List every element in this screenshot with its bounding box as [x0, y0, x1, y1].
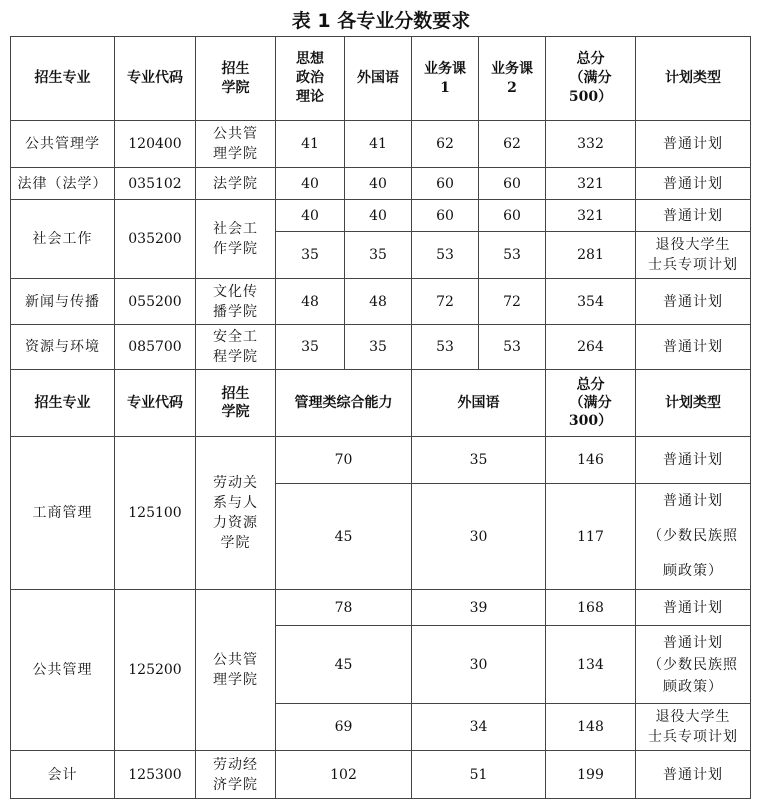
cell-plan-type: 普通计划 [636, 437, 751, 484]
cell-score: 53 [412, 325, 479, 370]
table-header-row [11, 370, 751, 437]
cell-major: 社会工作 [11, 200, 115, 279]
cell-total: 354 [546, 279, 636, 325]
header-foreign-language: 外国语 [345, 37, 412, 121]
cell-total: 321 [546, 200, 636, 232]
cell-total: 332 [546, 121, 636, 168]
cell-code: 125100 [115, 437, 196, 590]
cell-plan-type: 普通计划 [636, 590, 751, 626]
cell-score: 40 [276, 168, 345, 200]
cell-total: 148 [546, 704, 636, 751]
table-row [11, 200, 751, 232]
cell-plan-type: 退役大学生 士兵专项计划 [636, 232, 751, 279]
header-plan-type: 计划类型 [636, 370, 751, 437]
score-table-500 [10, 36, 751, 370]
cell-score: 40 [345, 200, 412, 232]
cell-plan-type: 普通计划 [636, 751, 751, 799]
cell-major: 工商管理 [11, 437, 115, 590]
cell-major: 新闻与传播 [11, 279, 115, 325]
cell-plan-type: 普通计划 [636, 325, 751, 370]
cell-score: 35 [276, 232, 345, 279]
header-course2: 业务课 2 [479, 37, 546, 121]
cell-score: 69 [276, 704, 412, 751]
cell-college: 公共管 理学院 [196, 590, 276, 751]
cell-score: 48 [345, 279, 412, 325]
cell-college: 公共管 理学院 [196, 121, 276, 168]
cell-score: 34 [412, 704, 546, 751]
cell-total: 281 [546, 232, 636, 279]
header-college: 招生 学院 [196, 37, 276, 121]
header-college: 招生 学院 [196, 370, 276, 437]
cell-score: 60 [412, 168, 479, 200]
cell-total: 117 [546, 484, 636, 590]
table-row [11, 590, 751, 626]
cell-plan-type: 普通计划 [636, 279, 751, 325]
cell-total: 146 [546, 437, 636, 484]
header-plan-type: 计划类型 [636, 37, 751, 121]
cell-college: 社会工 作学院 [196, 200, 276, 279]
cell-college: 劳动关 系与人 力资源 学院 [196, 437, 276, 590]
cell-code: 055200 [115, 279, 196, 325]
cell-score: 45 [276, 484, 412, 590]
table-row [11, 168, 751, 200]
cell-score: 102 [276, 751, 412, 799]
cell-code: 035200 [115, 200, 196, 279]
cell-score: 53 [479, 325, 546, 370]
table-row [11, 279, 751, 325]
score-table-300 [10, 369, 751, 799]
cell-score: 53 [412, 232, 479, 279]
cell-score: 35 [412, 437, 546, 484]
cell-total: 199 [546, 751, 636, 799]
cell-major: 公共管理学 [11, 121, 115, 168]
cell-code: 035102 [115, 168, 196, 200]
cell-score: 39 [412, 590, 546, 626]
cell-total: 264 [546, 325, 636, 370]
header-code: 专业代码 [115, 37, 196, 121]
cell-college: 法学院 [196, 168, 276, 200]
table-row [11, 121, 751, 168]
cell-score: 40 [345, 168, 412, 200]
cell-college: 安全工 程学院 [196, 325, 276, 370]
cell-plan-type: 普通计划 [636, 121, 751, 168]
table-title: 表 1 各专业分数要求 [291, 10, 471, 32]
header-major: 招生专业 [11, 370, 115, 437]
header-total: 总分 （满分 500） [546, 37, 636, 121]
cell-score: 35 [276, 325, 345, 370]
cell-plan-type: 普通计划 （少数民族照 顾政策） [636, 626, 751, 704]
cell-total: 321 [546, 168, 636, 200]
table-row [11, 325, 751, 370]
cell-code: 125300 [115, 751, 196, 799]
header-politics: 思想 政治 理论 [276, 37, 345, 121]
cell-college: 文化传 播学院 [196, 279, 276, 325]
cell-score: 72 [479, 279, 546, 325]
cell-score: 30 [412, 484, 546, 590]
cell-plan-type: 退役大学生 士兵专项计划 [636, 704, 751, 751]
table-header-row [11, 37, 751, 121]
header-foreign-language: 外国语 [412, 370, 546, 437]
cell-score: 60 [479, 200, 546, 232]
cell-total: 168 [546, 590, 636, 626]
cell-major: 公共管理 [11, 590, 115, 751]
header-management-ability: 管理类综合能力 [276, 370, 412, 437]
cell-total: 134 [546, 626, 636, 704]
cell-score: 35 [345, 325, 412, 370]
header-major: 招生专业 [11, 37, 115, 121]
cell-major: 法律（法学） [11, 168, 115, 200]
cell-code: 085700 [115, 325, 196, 370]
cell-major: 会计 [11, 751, 115, 799]
cell-plan-type: 普通计划 （少数民族照 顾政策） [636, 484, 751, 590]
cell-score: 62 [412, 121, 479, 168]
cell-plan-type: 普通计划 [636, 168, 751, 200]
cell-plan-type: 普通计划 [636, 200, 751, 232]
table-row [11, 437, 751, 484]
cell-score: 53 [479, 232, 546, 279]
cell-score: 40 [276, 200, 345, 232]
cell-score: 60 [412, 200, 479, 232]
cell-score: 30 [412, 626, 546, 704]
cell-score: 70 [276, 437, 412, 484]
cell-score: 62 [479, 121, 546, 168]
header-total: 总分 （满分 300） [546, 370, 636, 437]
cell-code: 120400 [115, 121, 196, 168]
cell-score: 72 [412, 279, 479, 325]
table-row [11, 751, 751, 799]
cell-score: 41 [276, 121, 345, 168]
cell-score: 35 [345, 232, 412, 279]
cell-score: 48 [276, 279, 345, 325]
header-code: 专业代码 [115, 370, 196, 437]
cell-score: 60 [479, 168, 546, 200]
header-course1: 业务课 1 [412, 37, 479, 121]
cell-score: 45 [276, 626, 412, 704]
cell-college: 劳动经 济学院 [196, 751, 276, 799]
cell-code: 125200 [115, 590, 196, 751]
cell-score: 41 [345, 121, 412, 168]
cell-score: 78 [276, 590, 412, 626]
cell-major: 资源与环境 [11, 325, 115, 370]
cell-score: 51 [412, 751, 546, 799]
